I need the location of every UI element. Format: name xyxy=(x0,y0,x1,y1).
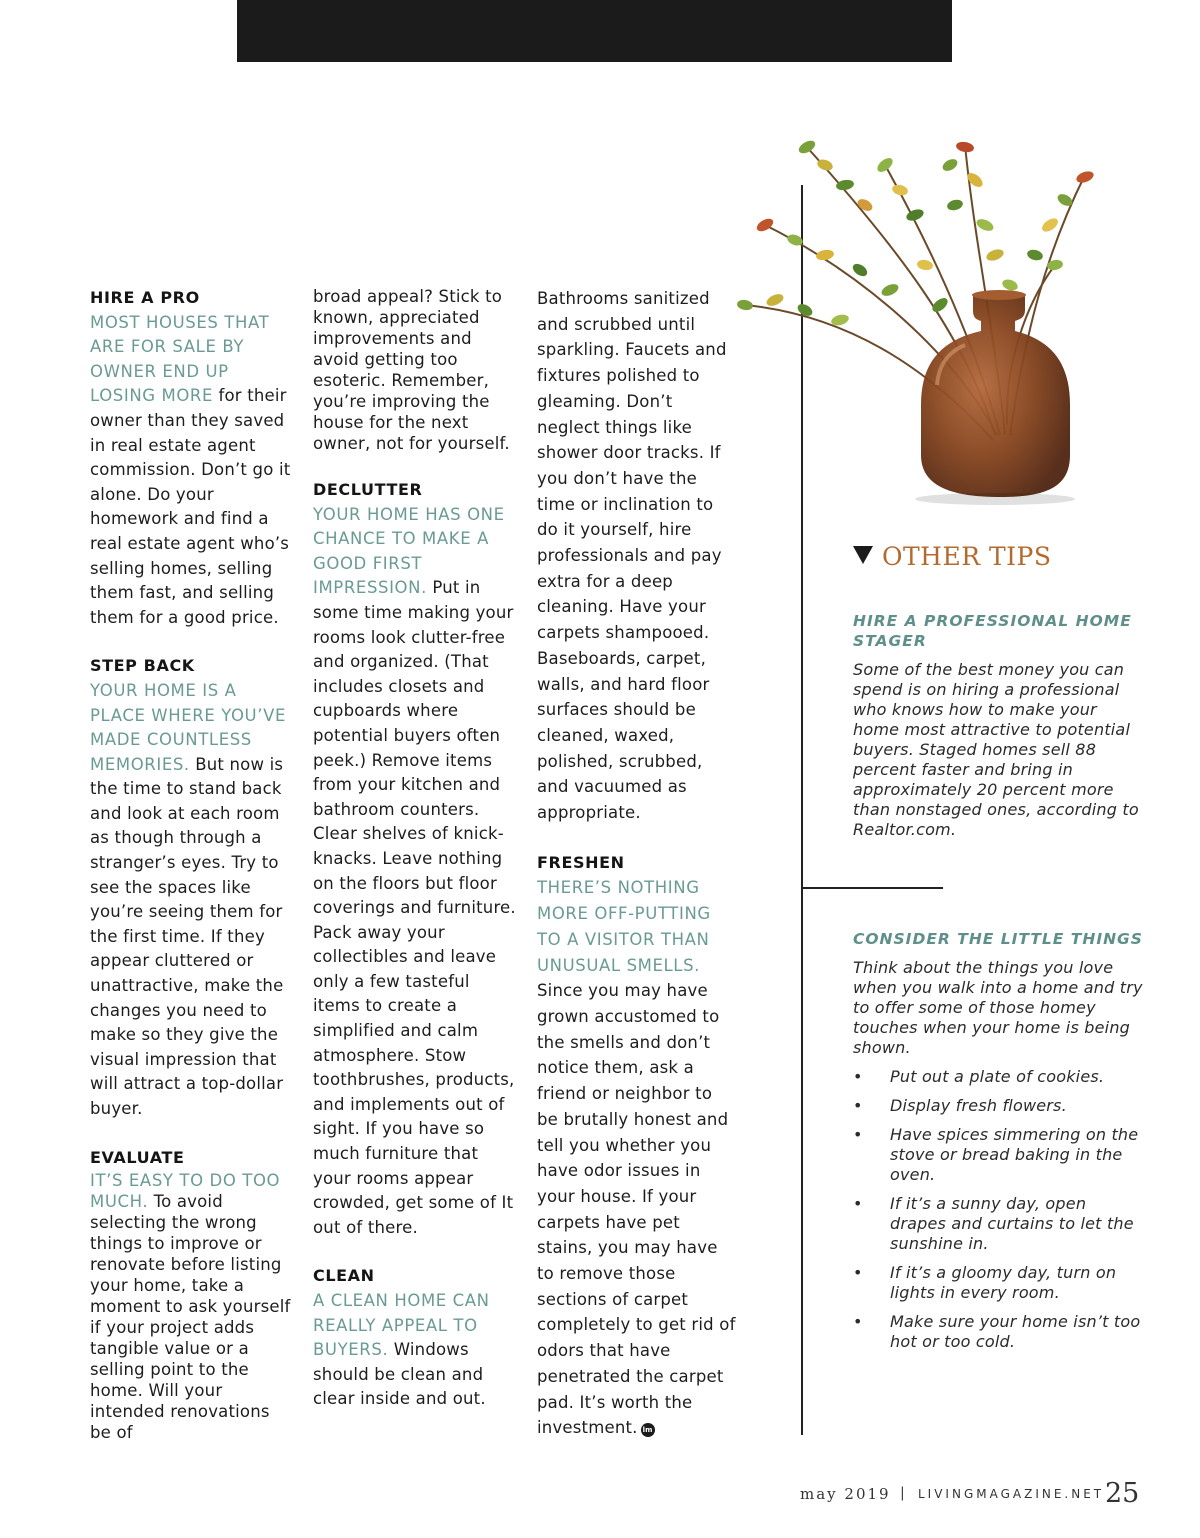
tip-bullet-list xyxy=(853,1067,1143,1352)
list-item xyxy=(853,1067,1143,1087)
lead-in-text: THERE’S NOTHING MORE OFF-PUTTING TO A VISITOR THAN UNUSUAL SMELLS. xyxy=(537,878,711,975)
lead-in-text: MOST HOUSES THAT ARE FOR SALE BY OWNER END UP LOSING MORE xyxy=(90,312,270,406)
article-column-1 xyxy=(90,286,295,1443)
website-link[interactable]: LIVINGMAGAZINE.NET xyxy=(918,1487,1105,1501)
vase-with-branches-icon xyxy=(725,105,1145,510)
list-item xyxy=(853,1263,1143,1303)
vase-illustration xyxy=(725,105,1145,510)
down-triangle-icon xyxy=(853,546,873,564)
section-text-freshen xyxy=(537,875,737,1440)
bullet-icon: • xyxy=(853,1194,863,1213)
list-item-text: Have spices simmering on the stove or bread baking in the oven. xyxy=(890,1125,1139,1184)
section-text-clean xyxy=(313,1289,518,1412)
continued-text: Bathrooms sanitized and scrubbed until sparkling. Faucets and fixtures polished to gleaming. Don’t neglect things like shower door tracks. If you don’t have the time or inclination to do it yourself, hire professionals and pay extra for a deep cleaning. Have your carpets shampooed. Baseboards, carpet, walls, and hard floor surfaces should be cleaned, waxed, polished, scrubbed, and vacuumed as appropriate. xyxy=(537,289,727,823)
list-item xyxy=(853,1194,1143,1254)
section-title-clean: CLEAN xyxy=(313,1266,375,1286)
list-item-text: If it’s a gloomy day, turn on lights in every room. xyxy=(890,1263,1117,1302)
tip-body: Think about the things you love when you walk into a home and try to offer some of those homey touches when your home is being shown. xyxy=(853,958,1143,1057)
page-number: 25 xyxy=(1105,1478,1140,1509)
other-tips-title: OTHER TIPS xyxy=(882,542,1052,571)
tip-title: HIRE A PROFESSIONAL HOME STAGER xyxy=(853,612,1132,650)
section-text-step-back xyxy=(90,679,295,1122)
tip-professional-stager xyxy=(853,611,1143,840)
list-item xyxy=(853,1096,1143,1116)
article-column-3 xyxy=(537,286,737,1441)
bullet-icon: • xyxy=(853,1067,863,1086)
body-text: But now is the time to stand back and look at each room as though through a stranger’s eyes. Try to see the spaces like you’re seeing them for the first time. If they appear cluttered or unattractive, make the changes you need to make so they give the visual impression that will attract a top-dollar buyer. xyxy=(90,754,284,1118)
continued-text: broad appeal? Stick to known, appreciated improvements and avoid getting too esoteric. Remember, you’re improving the house for the next owner, not for yourself. xyxy=(313,287,510,453)
body-text: Windows should be clean and clear inside and out. xyxy=(313,1340,486,1409)
list-item-text: If it’s a sunny day, open drapes and curtains to let the sunshine in. xyxy=(890,1194,1134,1253)
body-text: Since you may have grown accustomed to the smells and don’t notice them, ask a friend or neighbor to be brutally honest and tell you whether you have odor issues in your house. If your carpets have pet stains, you may have to remove those sections of carpet completely to get rid of odors that have penetrated the carpet pad. It’s worth the investment. xyxy=(537,981,736,1438)
section-title-hire-a-pro: HIRE A PRO xyxy=(90,288,200,307)
list-item xyxy=(853,1125,1143,1185)
bullet-icon: • xyxy=(853,1263,863,1282)
sidebar-divider xyxy=(801,887,943,889)
section-text-declutter xyxy=(313,503,518,1241)
section-title-evaluate: EVALUATE xyxy=(90,1147,185,1167)
section-title-step-back: STEP BACK xyxy=(90,656,195,676)
tip-little-things xyxy=(853,929,1143,1361)
list-item xyxy=(853,1312,1143,1352)
tip-title: CONSIDER THE LITTLE THINGS xyxy=(853,930,1143,948)
section-text-hire-a-pro xyxy=(90,311,295,631)
top-black-bar xyxy=(237,0,952,62)
footer-separator: | xyxy=(900,1485,905,1501)
tip-body: Some of the best money you can spend is on hiring a professional who knows how to make your home most attractive to potential buyers. Staged homes sell 88 percent faster and bring in approximately 20 percent more than nonstaged ones, according to Realtor.com. xyxy=(853,660,1139,839)
lead-in-text: YOUR HOME IS A PLACE WHERE YOU’VE MADE COUNTLESS MEMORIES. xyxy=(90,680,286,774)
issue-date: may 2019 xyxy=(800,1485,891,1503)
other-tips-heading xyxy=(853,542,1052,571)
bullet-icon: • xyxy=(853,1125,863,1144)
list-item-text: Make sure your home isn’t too hot or too cold. xyxy=(890,1312,1141,1351)
list-item-text: Put out a plate of cookies. xyxy=(890,1067,1105,1086)
lead-in-text: A CLEAN HOME CAN REALLY APPEAL TO BUYERS. xyxy=(313,1291,490,1360)
bullet-icon: • xyxy=(853,1312,863,1331)
body-text: To avoid selecting the wrong things to improve or renovate before listing your home, take a moment to ask yourself if your project adds tangible value or a selling point to the home. Will your intended renovations be of xyxy=(90,1192,291,1443)
body-text: for their owner than they saved in real estate agent commission. Don’t go it alone. Do your homework and find a real estate agent who’s selling homes, selling them fast, and selling them for a good price. xyxy=(90,386,291,627)
section-title-freshen: FRESHEN xyxy=(537,852,625,872)
lead-in-text: IT’S EASY TO DO TOO MUCH. xyxy=(90,1171,281,1212)
body-text: Put in some time making your rooms look clutter-free and organized. (That includes closets and cupboards where potential buyers often peek.) Remove items from your kitchen and bathroom counters. Clear shelves of knick-knacks. Leave nothing on the floors but floor coverings and furniture. Pack away your collectibles and leave only a few tasteful items to create a simplified and calm atmosphere. Stow toothbrushes, products, and implements out of sight. If you have so much furniture that your rooms appear crowded, get some of It out of there. xyxy=(313,578,516,1237)
article-column-2 xyxy=(313,286,518,1412)
end-mark-icon: lm xyxy=(641,1423,655,1437)
bullet-icon: • xyxy=(853,1096,863,1115)
section-title-declutter: DECLUTTER xyxy=(313,480,423,499)
section-text-evaluate xyxy=(90,1170,295,1443)
list-item-text: Display fresh flowers. xyxy=(890,1096,1067,1115)
lead-in-text: YOUR HOME HAS ONE CHANCE TO MAKE A GOOD FIRST IMPRESSION. xyxy=(313,504,505,598)
